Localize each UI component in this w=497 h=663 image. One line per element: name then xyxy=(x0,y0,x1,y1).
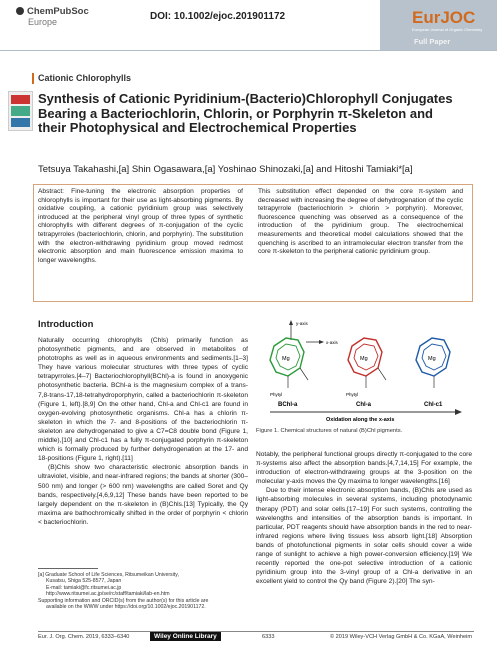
mg-label: Mg xyxy=(428,356,436,362)
paragraph: Notably, the peripheral functional groups directly π-conjugated to the core π-systems also affect the absorption bands.[4,7,14,15] For example, the introduction of electron-withdrawing groups at the 3-position on the molecular y-axis moves the Qy maxima to longer wavelengths.[16] xyxy=(256,451,472,486)
footer-copyright: © 2019 Wiley-VCH Verlag GmbH & Co. KGaA, Weinheim xyxy=(330,634,473,640)
wiley-online-library-badge[interactable]: Wiley Online Library xyxy=(150,632,221,641)
header-divider xyxy=(0,50,497,51)
paragraph: Due to their intense electronic absorption bands, (B)Chls are used as light-absorbing molecules in several systems, including photodynamic therapy (PDT) and solar cells.[17–19] For such systems, controlling the wavelengths and intensities of the absorption bands is important. In particular, PDT reagents should have absorption bands in the red to near-infrared regions where living tissues less absorb light.[18] Absorption bands of photofunctional pigments in solar cells should cover a wide range of sunlight to achieve a high power-conversion efficiency.[19] We recently reported the one-pot selective introduction of a cationic pyridinium group into the 3-vinyl group of a Chl-a derivative in an excellent yield to control the Qy band (Figure 2).[20] The syn- xyxy=(256,487,472,586)
section-bar xyxy=(32,73,34,84)
chl-a-structure xyxy=(348,338,386,388)
doi[interactable]: DOI: 10.1002/ejoc.201901172 xyxy=(150,11,286,22)
label-bchl-a: BChl-a xyxy=(278,402,298,408)
mg-label: Mg xyxy=(282,356,290,362)
article-type: Full Paper xyxy=(414,37,451,46)
chempubsoc-icon xyxy=(16,7,24,15)
x-axis-label: x-axis xyxy=(326,340,338,345)
label-chl-c1: Chl-c1 xyxy=(424,402,443,408)
publisher-sub: Europe xyxy=(28,17,58,27)
footnote-divider xyxy=(38,568,98,569)
footer-citation: Eur. J. Org. Chem. 2019, 6333–6340 xyxy=(38,634,130,640)
article-title: Synthesis of Cationic Pyridinium-(Bacterio)Chlorophyll Conjugates Bearing a Bacteriochlorin, Chlorin, or Porphyrin π-Skeleton and their Photophysical and Electrochemical Properties xyxy=(38,91,453,135)
page-number: 6333 xyxy=(262,634,275,640)
mg-label: Mg xyxy=(360,356,368,362)
right-column xyxy=(256,450,472,586)
authors: Tetsuya Takahashi,[a] Shin Ogasawara,[a] Yoshinao Shinozaki,[a] and Hitoshi Tamiaki*[a] xyxy=(38,164,413,175)
phytyl-label: Phytyl xyxy=(270,392,283,397)
journal-logo: EurJOC European Journal of Organic Chemistry xyxy=(412,8,483,32)
label-chl-a: Chl-a xyxy=(356,402,371,408)
oxidation-arrow-label: Oxidation along the x-axis xyxy=(326,417,395,423)
arrow-icon xyxy=(455,409,462,415)
figure-caption: Figure 1. Chemical structures of natural (B)Chl pigments. xyxy=(256,428,403,434)
paragraph: (B)Chls show two characteristic electronic absorption bands in ultraviolet, visible, and near-infrared regions; the bands at shorter (300–500 nm) and longer (> 600 nm) wavelengths are called Soret and Qy bands, respectively.[4,6,9,12] These bands have been reported to be largely dependent on the π-skeleton in (B)Chls.[13] Typically, the Qy maxima are bathochromically shifted in the order of porphyrin < chlorin < bacteriochlorin. xyxy=(38,464,248,526)
footnotes: [a] Graduate School of Life Sciences, Ritsumeikan University, Kusatsu, Shiga 525-8577, Japan E-mail: tamiaki@fc.ritsumei.ac.jp http://www.ritsumei.ac.jp/se/rc/staff/tamiaki/lab-en.htm Supporting information and ORCID(s) from the author(s) for this article are available on the WWW under https://doi.org/10.1002/ejoc.201901172. xyxy=(38,572,209,611)
abstract-left: Abstract: Fine-tuning the electronic absorption properties of chlorophylls is important for their use as light-absorbing pigments. By oxidative coupling, a cationic pyridinium group was selectively introduced at the peripheral vinyl group of three types of synthetic chlorophylls with different degrees of π-conjugation of the cyclic tetrapyrroles (bacteriochlorin, chlorin, and porphyrin). The substitution with the electron-withdrawing pyridinium group moved redmost electronic absorption and main fluorescence emission maxima to longer wavelengths. xyxy=(38,188,243,264)
abstract-right: This substitution effect depended on the core π-system and decreased with increasing the degree of dehydrogenation of the cyclic tetrapyrrole (bacteriochlorin > chlorin > porphyrin). Moreover, fluorescence quenching was observed as a consequence of the introduction of the pyridinium group. The electrochemical measurements and theoretical model calculations showed that the quenching is ascribed to an intramolecular electron transfer from the core π-skeleton to the peripheral cationic pyridinium group. xyxy=(258,188,463,256)
section-label: Cationic Chlorophylls xyxy=(38,73,132,83)
publisher-logo: ChemPubSoc xyxy=(16,6,89,17)
footer-divider xyxy=(38,631,474,632)
phytyl-label: Phytyl xyxy=(346,392,359,397)
graphical-thumbnail xyxy=(8,91,33,131)
y-axis-label: y-axis xyxy=(296,321,308,326)
figure-1 xyxy=(256,318,474,426)
chl-c1-structure xyxy=(416,338,450,388)
paragraph: Naturally occurring chlorophylls (Chls) primarily function as photosynthetic pigments, and are observed in metabolites of phototrophs as well as in aqueous environments and sediments.[1–3] They have various molecular structures with three types of cyclic tetrapyrroles.[4–7] Bacteriochlorophyll(BChl)-a is found in anoxygenic photosynthetic bacteria. BChl-a is the magnesium complex of a trans-7,8-trans-17,18-tetrahydroporphyrin, called a bacteriochlorin π-skeleton (Figure 1, left).[8,9] On the other hand, Chl-a and Chl-c1 are found in oxygen-evolving photosynthetic organisms. Chl-a has a chlorin π-skeleton in which the 7- and 8-positions of the bacteriochlorin π-skeleton are dehydrogenated to give a C7=C8 double bond (Figure 1, middle),[10] and Chl-c1 has a fully π-conjugated porphyrin π-skeleton which is formally produced by further dehydrogenation at the 17- and 18-positions (Figure 1, right).[11] xyxy=(38,337,248,463)
left-column xyxy=(38,336,248,527)
intro-heading: Introduction xyxy=(38,319,94,330)
bchl-a-structure xyxy=(270,320,324,388)
